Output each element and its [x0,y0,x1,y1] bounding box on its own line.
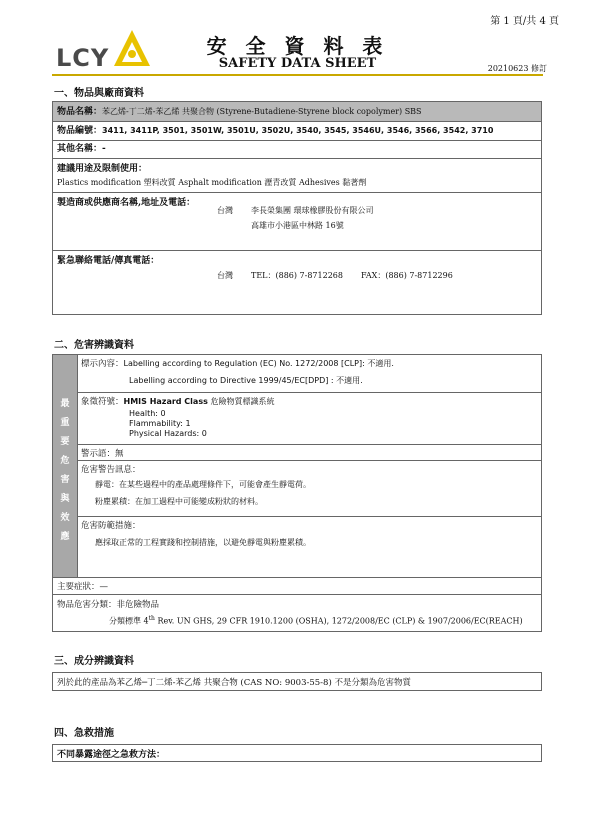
label-line1: Labelling according to Regulation (EC) No. 1272/2008 [CLP]: 不適用. [123,359,394,368]
precaution-cell [77,517,541,577]
other-names-row: 其他名稱：- [53,141,541,159]
product-code-label: 物品編號： [57,126,103,136]
section3-title: 三、成分辨識資料 [54,656,134,667]
maker-label: 製造商或供應商名稱,地址及電話： [57,198,196,208]
logo-text: LCY [56,44,110,72]
document-title-zh: 安 全 資 料 表 [206,34,389,58]
classification-row [53,595,541,632]
product-code-row [53,122,541,141]
label-content-label: 標示內容： [81,359,124,369]
section3-content: 列於此的產品為苯乙烯─丁二烯-苯乙烯 共聚合物 (CAS NO: 9003-55-8) 不是分類為危害物質 [52,672,542,691]
main-symptom-row: 主要症狀：— [53,577,541,595]
classification-standard: 分類標準 4th Rev. UN GHS, 29 CFR 1910.1200 (OSHA), 1272/2008/EC (CLP) & 1907/2006/EC(REACH) [109,615,523,626]
section4-title: 四、急救措施 [54,728,114,739]
side-label: 最 重 要 危 害 與 效 應 [60,399,70,542]
maker-name: 李長榮集團 環球橡膠股份有限公司 [251,206,374,215]
use-row [53,159,541,193]
emergency-label: 緊急聯絡電話/傳真電話： [57,256,160,266]
page-number: 第 1 頁/共 4 頁 [490,16,559,27]
hmis-physical: Physical Hazards: 0 [129,429,207,438]
hmis-flammability: Flammability: 1 [129,419,191,428]
emergency-row [53,251,541,314]
emergency-region: 台灣 [217,271,233,280]
label-content-cell [77,355,541,393]
revision-date: 20210623 修訂 [487,64,547,73]
emergency-tel: TEL：(886) 7-8712268 [251,271,343,280]
hazard-effects-block [53,355,541,578]
precaution-label: 危害防範措施： [81,521,141,531]
hmis-zh: 危險物質標識系統 [210,397,275,406]
use-value: Plastics modification 塑料改質 Asphalt modification 瀝青改質 Adhesives 黏著劑 [57,178,367,187]
label-line2: Labelling according to Directive 1999/45/EC[DPD] : 不適用. [129,376,363,385]
hmis-health: Health: 0 [129,409,166,418]
document-title-en: SAFETY DATA SHEET [218,56,377,71]
maker-address: 高雄市小港區中林路 16號 [251,221,344,230]
hmis-title: HMIS Hazard Class [123,397,208,406]
section4-content: 不同暴露途徑之急救方法： [52,744,542,762]
product-name-value: 苯乙烯-丁二烯-苯乙烯 共聚合物 (Styrene-Butadiene-Styrene block copolymer) SBS [102,107,422,116]
hazard-statement-1: 靜電：在某些過程中的產品處理條件下，可能會產生靜電荷。 [95,480,311,489]
classification-label: 物品危害分類：非危險物品 [57,600,160,610]
signal-word-cell: 警示語：無 [77,445,541,461]
maker-row [53,193,541,251]
emergency-fax: FAX：(886) 7-8712296 [361,271,453,280]
section2-title: 二、危害辨識資料 [54,340,134,351]
symbol-label: 象徵符號： [81,397,124,407]
header-rule [52,74,543,76]
product-name-label: 物品名稱： [57,107,103,117]
side-column [53,355,78,577]
use-label: 建議用途及限制使用： [57,164,148,174]
section2-table [52,354,542,632]
hazard-statements-cell [77,461,541,517]
precaution-1: 應採取正常的工程實踐和控制措施，以避免靜電與粉塵累積。 [95,538,311,547]
hazard-statement-2: 粉塵累積：在加工過程中可能變成粉狀的材料。 [95,497,263,506]
product-code-value: 3411, 3411P, 3501, 3501W, 3501U, 3502U, 3540, 3545, 3546U, 3546, 3566, 3542, 3710 [102,126,494,135]
maker-region: 台灣 [217,206,233,215]
section1-title: 一、物品與廠商資料 [54,88,144,99]
hazard-statements-label: 危害警告訊息： [81,465,141,475]
symbol-cell [77,393,541,445]
product-name-row [53,102,541,122]
section1-table [52,101,542,315]
